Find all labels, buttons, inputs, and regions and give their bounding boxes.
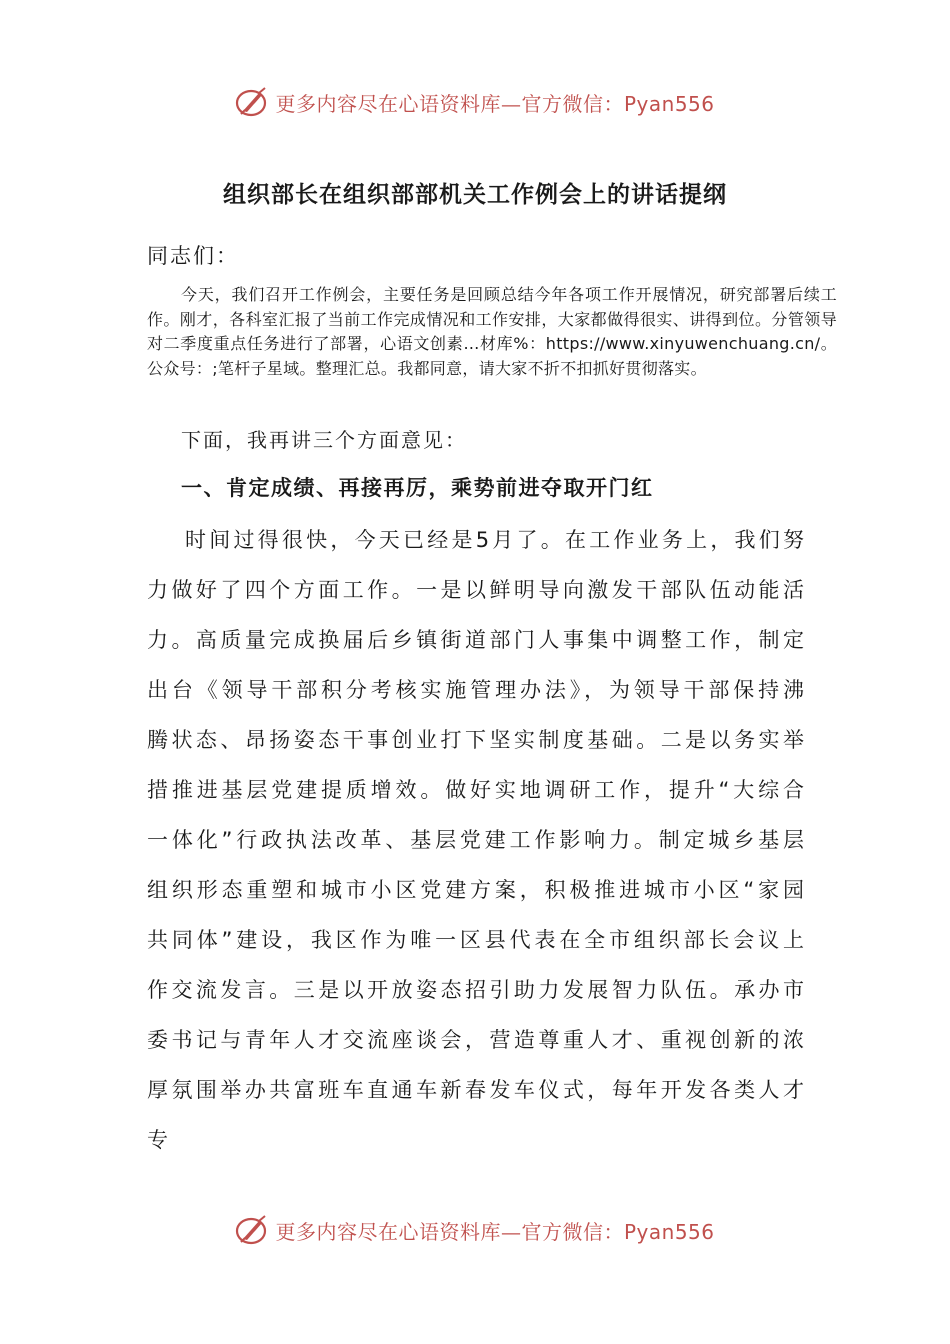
banner-label: 更多内容尽在心语资料库—官方微信： bbox=[275, 1219, 624, 1244]
banner-wechat-id: Pyan556 bbox=[623, 91, 715, 116]
quill-logo-icon bbox=[235, 85, 269, 119]
banner-text bbox=[275, 1216, 714, 1245]
salutation: 同志们： bbox=[147, 244, 239, 268]
banner-text bbox=[275, 88, 714, 117]
lead-sentence: 下面，我再讲三个方面意见： bbox=[181, 428, 467, 452]
banner-label: 更多内容尽在心语资料库—官方微信： bbox=[275, 91, 624, 116]
banner-wechat-id: Pyan556 bbox=[623, 1219, 715, 1244]
section-heading-1: 一、肯定成绩、再接再厉，乘势前进夺取开门红 bbox=[181, 476, 654, 500]
footer-banner bbox=[0, 1210, 950, 1250]
quill-logo-icon bbox=[235, 1213, 269, 1247]
section-body-1: 时间过得很快，今天已经是5月了。在工作业务上，我们努力做好了四个方面工作。一是以鲜明导向激发干部队伍动能活力。高质量完成换届后乡镇街道部门人事集中调整工作，制定出台《领导干部积分考核实施管理办法》，为领导干部保持沸腾状态、昂扬姿态干事创业打下坚实制度基础。二是以务实举措推进基层党建提质增效。做好实地调研工作，提升“大综合一体化”行政执法改革、基层党建工作影响力。制定城乡基层组织形态重塑和城市小区党建方案，积极推进城市小区“家园共同体”建设，我区作为唯一区县代表在全市组织部长会议上作交流发言。三是以开放姿态招引助力发展智力队伍。承办市委书记与青年人才交流座谈会，营造尊重人才、重视创新的浓厚氛围举办共富班车直通车新春发车仪式，每年开发各类人才专 bbox=[147, 528, 807, 1152]
document-title: 组织部长在组织部部机关工作例会上的讲话提纲 bbox=[223, 182, 727, 208]
header-banner bbox=[0, 82, 950, 122]
intro-paragraph: 今天，我们召开工作例会，主要任务是回顾总结今年各项工作开展情况，研究部署后续工作。刚才，各科室汇报了当前工作完成情况和工作安排，大家都做得很实、讲得到位。分管领导对二季度重点任务进行了部署，心语文创素…材库%：https://www.xinyuwenchuang.cn/。公众号：;笔杆子星域。整理汇总。我都同意，请大家不折不扣抓好贯彻落实。 bbox=[147, 285, 837, 378]
